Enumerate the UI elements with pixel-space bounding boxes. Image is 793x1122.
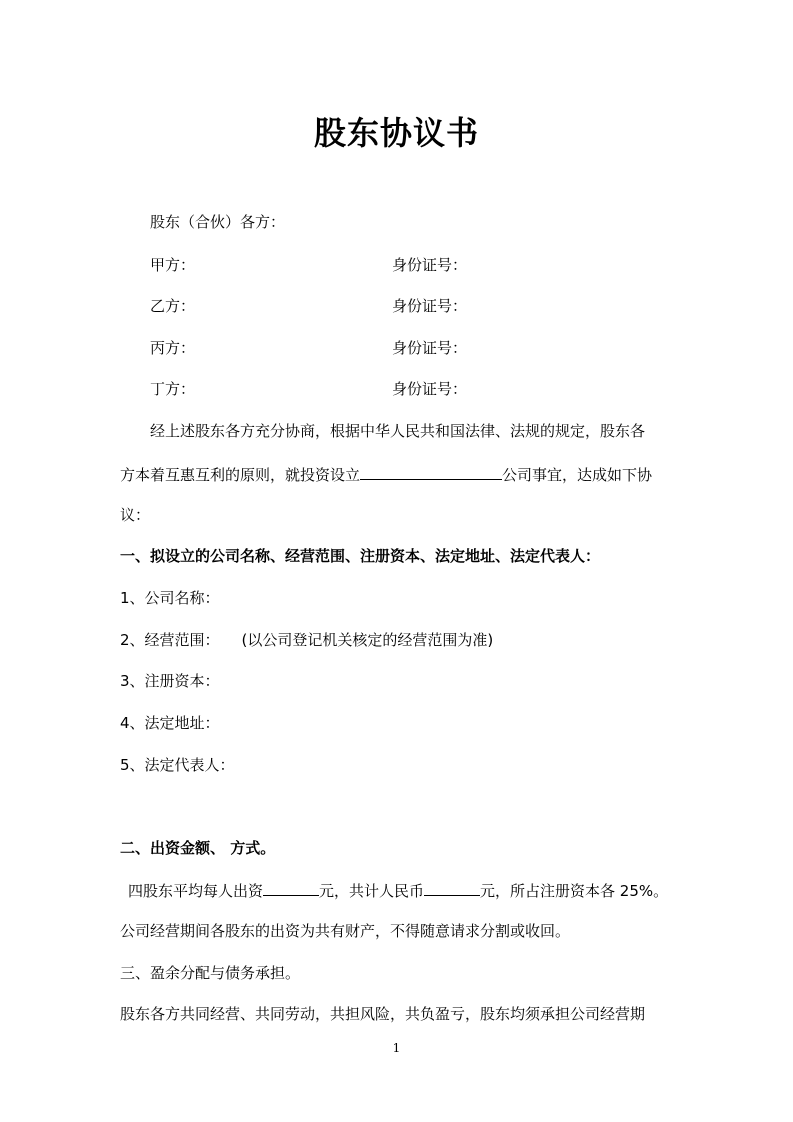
- document-title: 股东协议书: [313, 114, 479, 152]
- total-rmb-blank: [424, 879, 480, 896]
- section-1-heading: 一、拟设立的公司名称、经营范围、注册资本、法定地址、法定代表人：: [120, 547, 601, 565]
- parties-heading: 股东（合伙）各方：: [150, 213, 286, 231]
- intro-line-3: 议：: [120, 506, 151, 524]
- party-d-id-label: 身份证号：: [392, 380, 468, 398]
- page-number: 1: [392, 1041, 401, 1055]
- section-2-line-1-a: 四股东平均每人出资: [128, 882, 264, 900]
- section-2-heading: 二、出资金额、 方式。: [120, 839, 276, 857]
- party-b-label: 乙方：: [150, 297, 196, 315]
- section-2-line-1-c: 元，所占注册资本各 25%。: [480, 882, 669, 900]
- section-2-line-2: 公司经营期间各股东的出资为共有财产，不得随意请求分割或收回。: [120, 922, 571, 940]
- item-legal-address: 4、法定地址：: [120, 714, 220, 732]
- party-c-label: 丙方：: [150, 339, 196, 357]
- party-b-id-label: 身份证号：: [392, 297, 468, 315]
- item-company-name: 1、公司名称：: [120, 589, 220, 607]
- item-business-scope-note: (以公司登记机关核定的经营范围为准): [241, 631, 494, 649]
- party-d-label: 丁方：: [150, 380, 196, 398]
- contribution-per-person-blank: [263, 879, 319, 896]
- intro-line-1: 经上述股东各方充分协商，根据中华人民共和国法律、法规的规定，股东各: [150, 422, 646, 440]
- company-name-blank: [360, 463, 502, 480]
- item-registered-capital: 3、注册资本：: [120, 672, 220, 690]
- section-3-heading: 三、盈余分配与债务承担。: [120, 964, 301, 982]
- section-2-line-1-b: 元，共计人民币: [319, 882, 425, 900]
- party-a-id-label: 身份证号：: [392, 256, 468, 274]
- item-business-scope: [120, 630, 493, 650]
- intro-line-2-start: 方本着互惠互利的原则，就投资设立: [120, 466, 361, 484]
- item-legal-representative: 5、法定代表人：: [120, 756, 235, 774]
- intro-line-2-end: 公司事宜，达成如下协: [502, 466, 653, 484]
- intro-line-2: [120, 463, 652, 485]
- item-business-scope-label: 2、经营范围：: [120, 631, 220, 649]
- section-3-line-1: 股东各方共同经营、共同劳动，共担风险，共负盈亏，股东均须承担公司经营期: [120, 1005, 646, 1023]
- party-a-label: 甲方：: [150, 256, 196, 274]
- section-2-line-1: [128, 879, 668, 901]
- party-c-id-label: 身份证号：: [392, 339, 468, 357]
